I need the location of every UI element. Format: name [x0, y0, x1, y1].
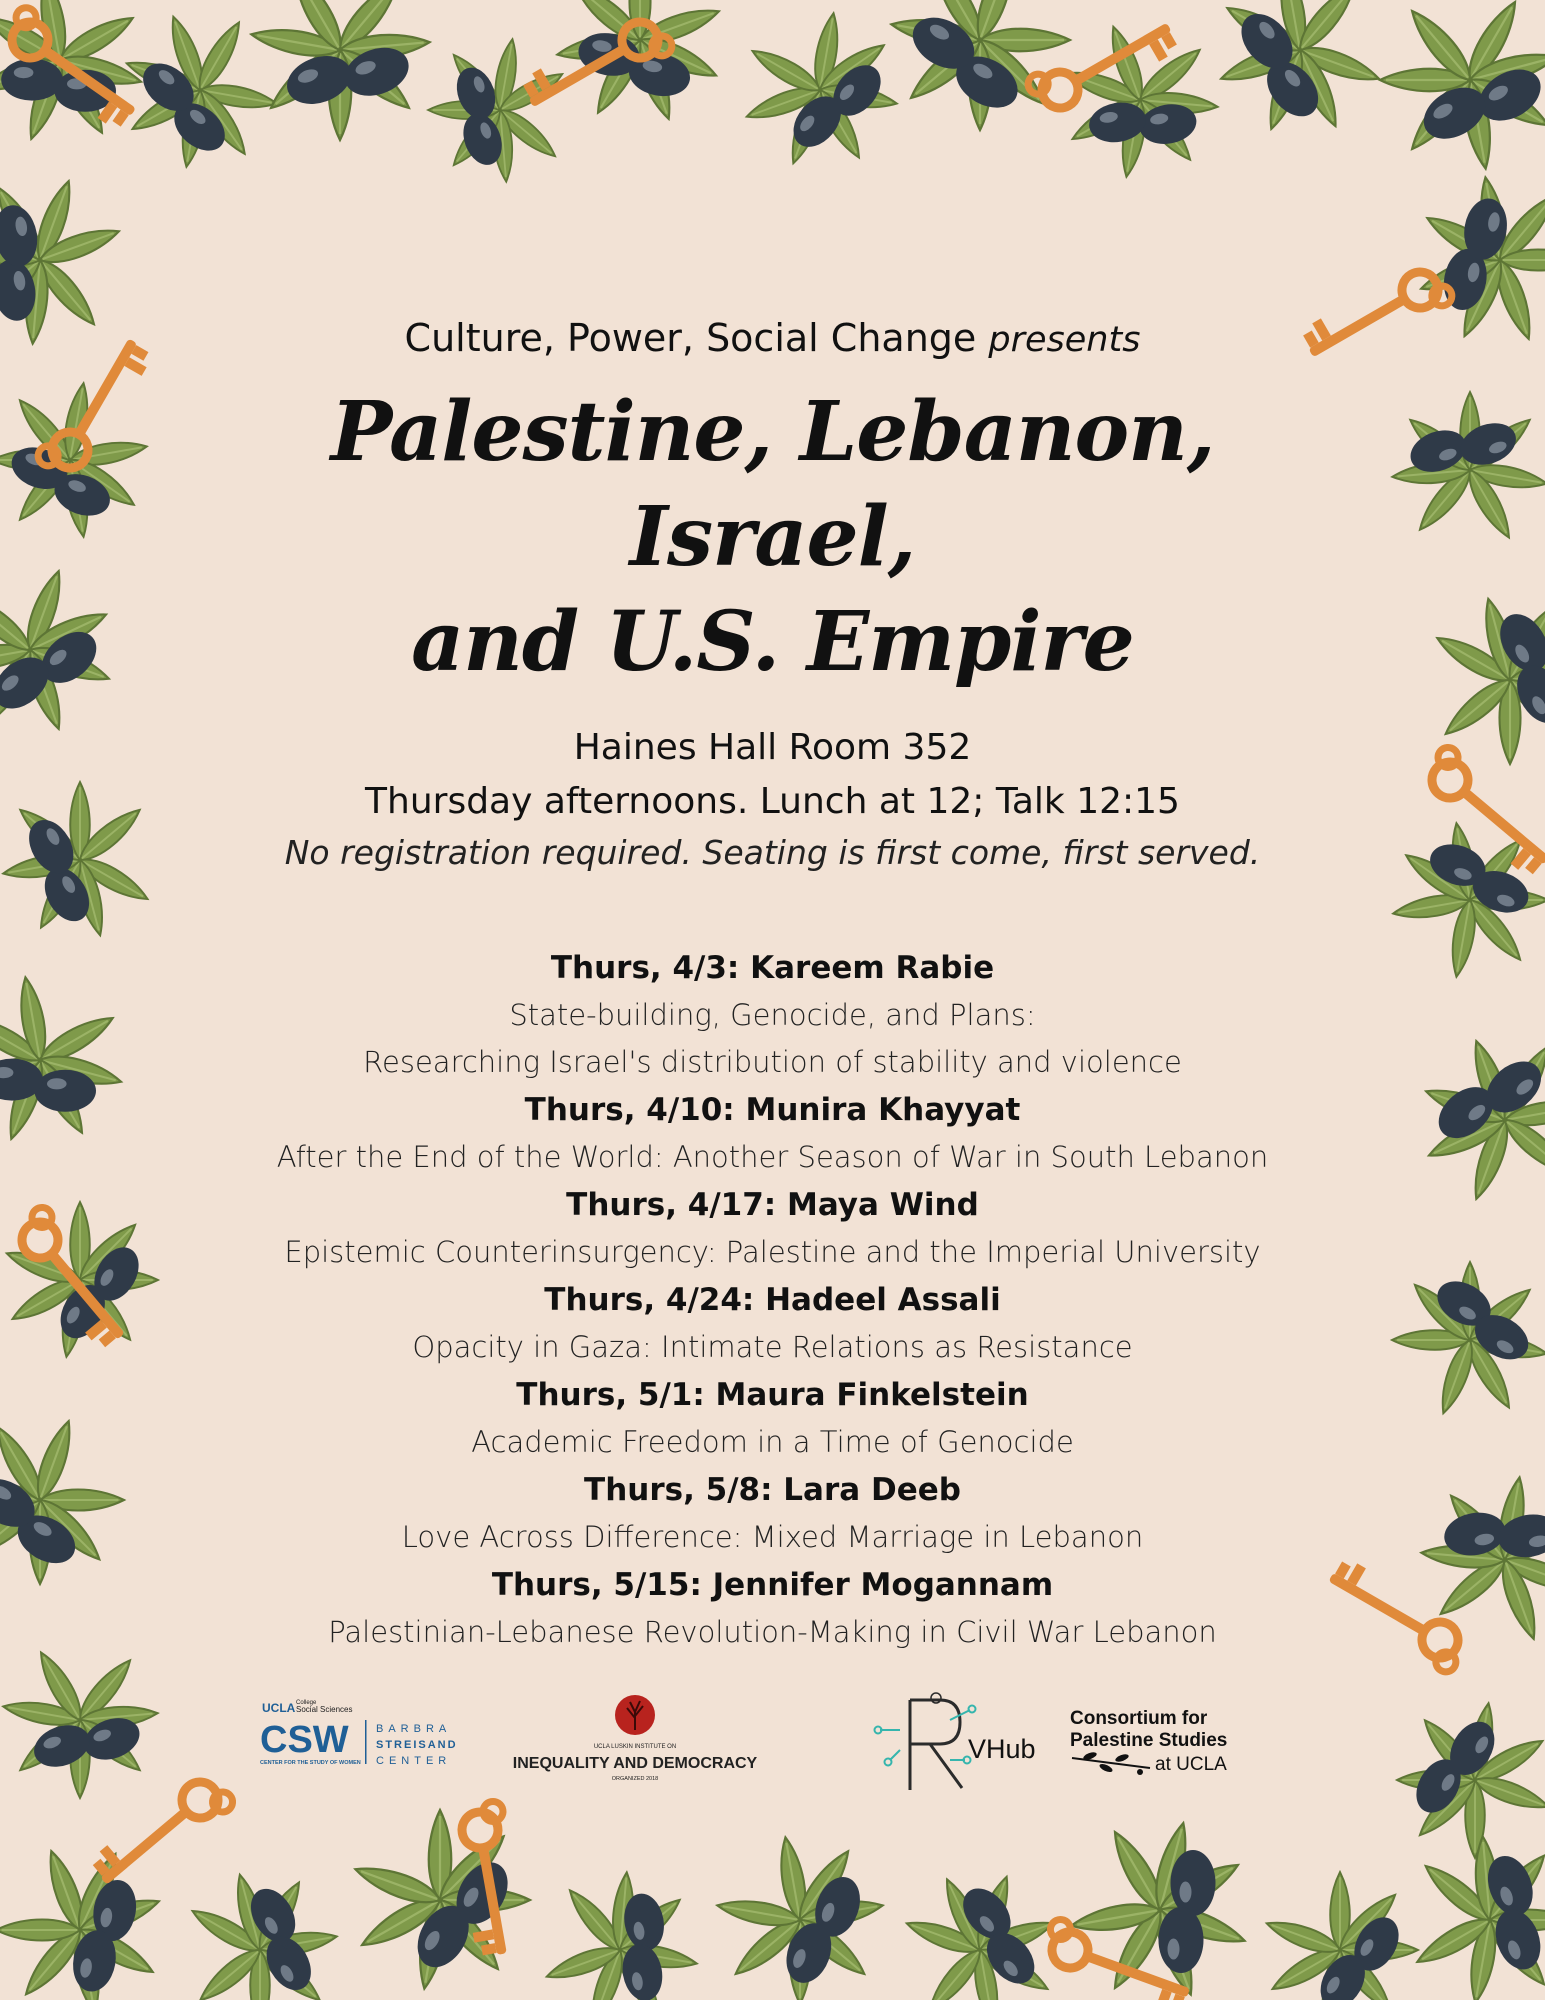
talk-item: [230, 1276, 1315, 1371]
talk-item: [230, 1086, 1315, 1181]
olive-branch-icon: [0, 0, 1545, 202]
talk-title: Love Across Difference: Mixed Marriage in Lebanon: [401, 1519, 1144, 1554]
talk-item: [230, 1466, 1315, 1561]
tree-icon: [615, 1695, 655, 1735]
event-title-line-1: Palestine, Lebanon, Israel,: [330, 384, 1215, 585]
venue-info: [230, 721, 1315, 829]
venue-time: Thursday afternoons. Lunch at 12; Talk 12:15: [365, 780, 1180, 822]
series-name: Culture, Power, Social Change: [404, 316, 977, 360]
luskin-line-3: ORGANIZED 2018: [611, 1776, 659, 1782]
luskin-logo: [513, 1695, 758, 1782]
luskin-line-1: UCLA LUSKIN INSTITUTE ON: [593, 1744, 677, 1750]
luskin-line-2: INEQUALITY AND DEMOCRACY: [512, 1755, 758, 1772]
talk-item: [230, 1371, 1315, 1466]
talk-heading: Thurs, 4/3: Kareem Rabie: [550, 949, 995, 986]
streisand-line-2: STREISAND: [376, 1739, 458, 1751]
olive-branch-small-icon: [1072, 1751, 1150, 1775]
venue-location: Haines Hall Room 352: [573, 726, 972, 768]
talk-heading: Thurs, 4/17: Maya Wind: [566, 1186, 979, 1223]
talk-heading: Thurs, 4/24: Hadeel Assali: [544, 1281, 1001, 1318]
talk-heading: Thurs, 5/1: Maura Finkelstein: [516, 1376, 1029, 1413]
event-title-line-2: and U.S. Empire: [411, 593, 1134, 690]
streisand-line-3: CENTER: [376, 1755, 452, 1767]
flyer-content: [230, 300, 1315, 1656]
talk-heading: Thurs, 5/8: Lara Deeb: [584, 1471, 961, 1508]
talk-title: State-building, Genocide, and Plans:: [509, 997, 1036, 1032]
event-title: [230, 380, 1315, 695]
csw-tagline: CENTER FOR THE STUDY OF WOMEN: [260, 1760, 361, 1766]
talk-title: Epistemic Counterinsurgency: Palestine and the Imperial University: [284, 1234, 1261, 1269]
presents-word: presents: [988, 320, 1141, 360]
consortium-line-3: at UCLA: [1155, 1754, 1227, 1775]
consortium-logo: [1070, 1708, 1227, 1775]
sponsor-logos: [250, 1690, 1290, 1800]
streisand-line-1: BARBRA: [376, 1723, 452, 1735]
csw-social-sciences: Social Sciences: [296, 1705, 353, 1714]
talk-heading: Thurs, 4/10: Munira Khayyat: [524, 1091, 1021, 1128]
olive-branch-icon: [1363, 164, 1545, 1886]
csw-ucla: UCLA: [262, 1701, 296, 1715]
talk-schedule: [230, 944, 1315, 1656]
talk-heading: Thurs, 5/15: Jennifer Mogannam: [491, 1566, 1054, 1603]
presenter-line: [230, 316, 1315, 360]
consortium-line-2: Palestine Studies: [1070, 1730, 1228, 1751]
csw-college: College: [296, 1700, 317, 1706]
olive-branch-icon: [0, 1777, 1545, 2000]
csw-logo: [260, 1700, 458, 1767]
talk-title: Academic Freedom in a Time of Genocide: [471, 1424, 1074, 1459]
talk-item: [230, 944, 1315, 1086]
talk-title: Opacity in Gaza: Intimate Relations as Resistance: [412, 1329, 1133, 1364]
registration-note: No registration required. Seating is first come, first served.: [284, 832, 1261, 872]
rvhub-logo: [875, 1693, 1036, 1790]
csw-mark: CSW: [260, 1719, 349, 1761]
talk-title: After the End of the World: Another Season of War in South Lebanon: [276, 1139, 1269, 1174]
consortium-line-1: Consortium for: [1070, 1708, 1208, 1729]
circuit-r-icon: [875, 1693, 976, 1790]
rvhub-name: VHub: [968, 1734, 1036, 1764]
talk-item: [230, 1561, 1315, 1656]
talk-title: Researching Israel's distribution of stability and violence: [363, 1044, 1182, 1079]
talk-title: Palestinian-Lebanese Revolution-Making in Civil War Lebanon: [328, 1614, 1217, 1649]
olive-branch-icon: [0, 164, 187, 1818]
talk-item: [230, 1181, 1315, 1276]
